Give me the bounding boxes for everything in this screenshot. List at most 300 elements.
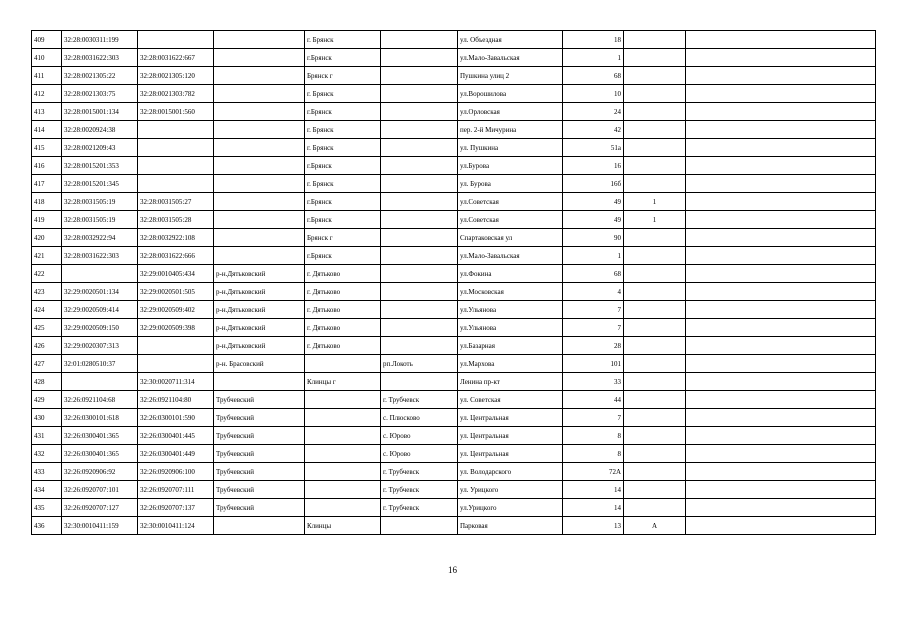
- locality-cell: [381, 139, 458, 157]
- apartment-cell: [686, 157, 876, 175]
- house-number-cell: 24: [563, 103, 624, 121]
- property-register-table: [31, 30, 876, 535]
- house-number-cell: 14: [563, 499, 624, 517]
- street-cell: пер. 2-й Мичурина: [458, 121, 563, 139]
- table-row: [32, 301, 876, 319]
- building-cell: [624, 103, 686, 121]
- table-body: [32, 31, 876, 535]
- cadastral-number-cell: 32:28:0015201:345: [62, 175, 138, 193]
- house-number-cell: 1: [563, 49, 624, 67]
- row-number-cell: 434: [32, 481, 62, 499]
- object-cadastral-number-cell: [138, 175, 214, 193]
- district-cell: [214, 517, 305, 535]
- house-number-cell: 33: [563, 373, 624, 391]
- street-cell: ул.Мало-Завальская: [458, 247, 563, 265]
- building-cell: [624, 31, 686, 49]
- building-cell: [624, 427, 686, 445]
- table-row: [32, 139, 876, 157]
- apartment-cell: [686, 301, 876, 319]
- street-cell: ул.Советская: [458, 211, 563, 229]
- cadastral-number-cell: 32:29:0020501:134: [62, 283, 138, 301]
- object-cadastral-number-cell: [138, 355, 214, 373]
- table-row: [32, 229, 876, 247]
- district-cell: р-н. Брасовский: [214, 355, 305, 373]
- district-cell: Трубчевский: [214, 445, 305, 463]
- street-cell: ул. Володарского: [458, 463, 563, 481]
- locality-cell: г. Трубчевск: [381, 481, 458, 499]
- district-cell: [214, 373, 305, 391]
- city-cell: Брянск г: [305, 229, 381, 247]
- apartment-cell: [686, 409, 876, 427]
- house-number-cell: 7: [563, 319, 624, 337]
- district-cell: [214, 175, 305, 193]
- apartment-cell: [686, 391, 876, 409]
- street-cell: ул.Фокина: [458, 265, 563, 283]
- locality-cell: [381, 337, 458, 355]
- building-cell: [624, 373, 686, 391]
- table-row: [32, 355, 876, 373]
- apartment-cell: [686, 463, 876, 481]
- row-number-cell: 421: [32, 247, 62, 265]
- apartment-cell: [686, 445, 876, 463]
- locality-cell: [381, 211, 458, 229]
- street-cell: ул.Ворошилова: [458, 85, 563, 103]
- apartment-cell: [686, 49, 876, 67]
- apartment-cell: [686, 121, 876, 139]
- building-cell: [624, 337, 686, 355]
- cadastral-number-cell: 32:28:0015201:353: [62, 157, 138, 175]
- house-number-cell: 8: [563, 427, 624, 445]
- apartment-cell: [686, 211, 876, 229]
- table-row: [32, 517, 876, 535]
- city-cell: г. Дятьково: [305, 337, 381, 355]
- building-cell: [624, 301, 686, 319]
- object-cadastral-number-cell: 32:30:0020711:314: [138, 373, 214, 391]
- object-cadastral-number-cell: [138, 157, 214, 175]
- street-cell: Парковая: [458, 517, 563, 535]
- apartment-cell: [686, 481, 876, 499]
- row-number-cell: 430: [32, 409, 62, 427]
- cadastral-number-cell: 32:26:0300401:365: [62, 445, 138, 463]
- street-cell: ул.Бурова: [458, 157, 563, 175]
- street-cell: ул.Советская: [458, 193, 563, 211]
- district-cell: р-н.Дятьковский: [214, 283, 305, 301]
- house-number-cell: 13: [563, 517, 624, 535]
- cadastral-number-cell: 32:28:0031505:19: [62, 211, 138, 229]
- district-cell: [214, 139, 305, 157]
- district-cell: р-н.Дятьковский: [214, 337, 305, 355]
- row-number-cell: 420: [32, 229, 62, 247]
- building-cell: [624, 67, 686, 85]
- street-cell: ул. Объездная: [458, 31, 563, 49]
- city-cell: г.Брянск: [305, 247, 381, 265]
- row-number-cell: 426: [32, 337, 62, 355]
- street-cell: Пушкина улиц 2: [458, 67, 563, 85]
- row-number-cell: 427: [32, 355, 62, 373]
- locality-cell: с. Юрово: [381, 427, 458, 445]
- apartment-cell: [686, 139, 876, 157]
- row-number-cell: 415: [32, 139, 62, 157]
- apartment-cell: [686, 265, 876, 283]
- table-row: [32, 103, 876, 121]
- row-number-cell: 410: [32, 49, 62, 67]
- object-cadastral-number-cell: 32:26:0300401:449: [138, 445, 214, 463]
- street-cell: ул. Урицкого: [458, 481, 563, 499]
- city-cell: г.Брянск: [305, 157, 381, 175]
- locality-cell: [381, 85, 458, 103]
- table-row: [32, 121, 876, 139]
- table-row: [32, 445, 876, 463]
- city-cell: г.Брянск: [305, 193, 381, 211]
- object-cadastral-number-cell: 32:28:0031505:27: [138, 193, 214, 211]
- district-cell: Трубчевский: [214, 481, 305, 499]
- row-number-cell: 429: [32, 391, 62, 409]
- city-cell: Брянск г: [305, 67, 381, 85]
- district-cell: [214, 121, 305, 139]
- house-number-cell: 16: [563, 157, 624, 175]
- district-cell: [214, 157, 305, 175]
- object-cadastral-number-cell: [138, 337, 214, 355]
- apartment-cell: [686, 499, 876, 517]
- city-cell: г. Брянск: [305, 175, 381, 193]
- object-cadastral-number-cell: 32:26:0920707:137: [138, 499, 214, 517]
- building-cell: [624, 265, 686, 283]
- cadastral-number-cell: 32:30:0010411:159: [62, 517, 138, 535]
- city-cell: г. Дятьково: [305, 283, 381, 301]
- house-number-cell: 8: [563, 445, 624, 463]
- house-number-cell: 51а: [563, 139, 624, 157]
- city-cell: [305, 445, 381, 463]
- city-cell: [305, 427, 381, 445]
- object-cadastral-number-cell: 32:28:0031622:667: [138, 49, 214, 67]
- building-cell: 1: [624, 193, 686, 211]
- district-cell: [214, 247, 305, 265]
- object-cadastral-number-cell: 32:26:0300101:590: [138, 409, 214, 427]
- street-cell: Ленина пр-кт: [458, 373, 563, 391]
- apartment-cell: [686, 373, 876, 391]
- cadastral-number-cell: 32:26:0300101:618: [62, 409, 138, 427]
- row-number-cell: 432: [32, 445, 62, 463]
- house-number-cell: 7: [563, 301, 624, 319]
- building-cell: [624, 499, 686, 517]
- city-cell: г. Брянск: [305, 121, 381, 139]
- street-cell: ул. Советская: [458, 391, 563, 409]
- locality-cell: г. Трубчевск: [381, 463, 458, 481]
- building-cell: 1: [624, 211, 686, 229]
- apartment-cell: [686, 193, 876, 211]
- building-cell: А: [624, 517, 686, 535]
- cadastral-number-cell: 32:26:0920906:92: [62, 463, 138, 481]
- city-cell: [305, 499, 381, 517]
- city-cell: [305, 481, 381, 499]
- table-row: [32, 499, 876, 517]
- building-cell: [624, 49, 686, 67]
- locality-cell: [381, 31, 458, 49]
- street-cell: Спартаковская ул: [458, 229, 563, 247]
- table-row: [32, 373, 876, 391]
- locality-cell: [381, 49, 458, 67]
- apartment-cell: [686, 175, 876, 193]
- table-row: [32, 319, 876, 337]
- district-cell: [214, 229, 305, 247]
- row-number-cell: 424: [32, 301, 62, 319]
- cadastral-number-cell: 32:28:0021303:75: [62, 85, 138, 103]
- house-number-cell: 1: [563, 247, 624, 265]
- cadastral-number-cell: 32:01:0280510:37: [62, 355, 138, 373]
- table-row: [32, 211, 876, 229]
- house-number-cell: 49: [563, 211, 624, 229]
- cadastral-number-cell: 32:29:0020509:414: [62, 301, 138, 319]
- street-cell: ул.Орловская: [458, 103, 563, 121]
- table-row: [32, 265, 876, 283]
- city-cell: г. Дятьково: [305, 301, 381, 319]
- street-cell: ул. Центральная: [458, 427, 563, 445]
- district-cell: р-н.Дятьковский: [214, 319, 305, 337]
- locality-cell: [381, 373, 458, 391]
- object-cadastral-number-cell: 32:29:0020501:505: [138, 283, 214, 301]
- building-cell: [624, 229, 686, 247]
- house-number-cell: 10: [563, 85, 624, 103]
- table-row: [32, 85, 876, 103]
- object-cadastral-number-cell: 32:28:0031622:666: [138, 247, 214, 265]
- object-cadastral-number-cell: 32:29:0010405:434: [138, 265, 214, 283]
- street-cell: ул.Мархова: [458, 355, 563, 373]
- table-row: [32, 175, 876, 193]
- city-cell: [305, 355, 381, 373]
- object-cadastral-number-cell: 32:28:0015001:560: [138, 103, 214, 121]
- district-cell: [214, 49, 305, 67]
- table-row: [32, 49, 876, 67]
- row-number-cell: 425: [32, 319, 62, 337]
- row-number-cell: 431: [32, 427, 62, 445]
- apartment-cell: [686, 31, 876, 49]
- table-row: [32, 409, 876, 427]
- locality-cell: [381, 229, 458, 247]
- table-row: [32, 337, 876, 355]
- object-cadastral-number-cell: 32:26:0920707:111: [138, 481, 214, 499]
- apartment-cell: [686, 427, 876, 445]
- house-number-cell: 68: [563, 67, 624, 85]
- locality-cell: [381, 247, 458, 265]
- street-cell: ул. Центральная: [458, 409, 563, 427]
- row-number-cell: 419: [32, 211, 62, 229]
- cadastral-number-cell: 32:28:0031622:303: [62, 247, 138, 265]
- building-cell: [624, 409, 686, 427]
- table-row: [32, 31, 876, 49]
- house-number-cell: 18: [563, 31, 624, 49]
- locality-cell: с. Юрово: [381, 445, 458, 463]
- locality-cell: [381, 193, 458, 211]
- house-number-cell: 28: [563, 337, 624, 355]
- object-cadastral-number-cell: [138, 121, 214, 139]
- locality-cell: [381, 301, 458, 319]
- row-number-cell: 433: [32, 463, 62, 481]
- building-cell: [624, 319, 686, 337]
- cadastral-number-cell: 32:29:0020307:313: [62, 337, 138, 355]
- house-number-cell: 14: [563, 481, 624, 499]
- table-row: [32, 157, 876, 175]
- cadastral-number-cell: 32:28:0021305:22: [62, 67, 138, 85]
- city-cell: г. Брянск: [305, 139, 381, 157]
- cadastral-number-cell: 32:28:0030311:199: [62, 31, 138, 49]
- object-cadastral-number-cell: 32:26:0300401:445: [138, 427, 214, 445]
- row-number-cell: 418: [32, 193, 62, 211]
- locality-cell: [381, 283, 458, 301]
- house-number-cell: 16б: [563, 175, 624, 193]
- row-number-cell: 428: [32, 373, 62, 391]
- row-number-cell: 416: [32, 157, 62, 175]
- street-cell: ул.Урицкого: [458, 499, 563, 517]
- city-cell: г.Брянск: [305, 103, 381, 121]
- locality-cell: г. Трубчевск: [381, 391, 458, 409]
- apartment-cell: [686, 103, 876, 121]
- house-number-cell: 68: [563, 265, 624, 283]
- house-number-cell: 90: [563, 229, 624, 247]
- row-number-cell: 423: [32, 283, 62, 301]
- object-cadastral-number-cell: 32:26:0920906:100: [138, 463, 214, 481]
- street-cell: ул.Московская: [458, 283, 563, 301]
- district-cell: Трубчевский: [214, 391, 305, 409]
- cadastral-number-cell: [62, 265, 138, 283]
- locality-cell: [381, 265, 458, 283]
- city-cell: г.Брянск: [305, 49, 381, 67]
- locality-cell: [381, 67, 458, 85]
- apartment-cell: [686, 247, 876, 265]
- table-row: [32, 247, 876, 265]
- row-number-cell: 409: [32, 31, 62, 49]
- locality-cell: рп.Локоть: [381, 355, 458, 373]
- city-cell: г. Дятьково: [305, 319, 381, 337]
- building-cell: [624, 391, 686, 409]
- city-cell: Клинцы г: [305, 373, 381, 391]
- object-cadastral-number-cell: 32:26:0921104:80: [138, 391, 214, 409]
- district-cell: Трубчевский: [214, 409, 305, 427]
- street-cell: ул. Пушкина: [458, 139, 563, 157]
- district-cell: [214, 85, 305, 103]
- row-number-cell: 411: [32, 67, 62, 85]
- table-row: [32, 391, 876, 409]
- row-number-cell: 412: [32, 85, 62, 103]
- house-number-cell: 101: [563, 355, 624, 373]
- row-number-cell: 417: [32, 175, 62, 193]
- building-cell: [624, 445, 686, 463]
- city-cell: [305, 409, 381, 427]
- building-cell: [624, 85, 686, 103]
- object-cadastral-number-cell: 32:29:0020509:402: [138, 301, 214, 319]
- house-number-cell: 42: [563, 121, 624, 139]
- district-cell: [214, 211, 305, 229]
- street-cell: ул.Ульянова: [458, 319, 563, 337]
- locality-cell: [381, 175, 458, 193]
- cadastral-number-cell: 32:26:0921104:68: [62, 391, 138, 409]
- city-cell: г.Брянск: [305, 211, 381, 229]
- building-cell: [624, 481, 686, 499]
- page-number: 16: [448, 565, 457, 575]
- district-cell: Трубчевский: [214, 499, 305, 517]
- cadastral-number-cell: 32:28:0015001:134: [62, 103, 138, 121]
- locality-cell: [381, 319, 458, 337]
- apartment-cell: [686, 517, 876, 535]
- cadastral-number-cell: 32:28:0031505:19: [62, 193, 138, 211]
- row-number-cell: 414: [32, 121, 62, 139]
- table-row: [32, 427, 876, 445]
- district-cell: [214, 193, 305, 211]
- cadastral-number-cell: 32:26:0920707:127: [62, 499, 138, 517]
- street-cell: ул. Центральная: [458, 445, 563, 463]
- city-cell: г. Дятьково: [305, 265, 381, 283]
- object-cadastral-number-cell: 32:28:0021305:120: [138, 67, 214, 85]
- building-cell: [624, 157, 686, 175]
- district-cell: р-н.Дятьковский: [214, 301, 305, 319]
- building-cell: [624, 283, 686, 301]
- apartment-cell: [686, 283, 876, 301]
- city-cell: [305, 463, 381, 481]
- cadastral-number-cell: 32:26:0920707:101: [62, 481, 138, 499]
- building-cell: [624, 247, 686, 265]
- object-cadastral-number-cell: [138, 139, 214, 157]
- district-cell: [214, 67, 305, 85]
- city-cell: Клинцы: [305, 517, 381, 535]
- locality-cell: [381, 103, 458, 121]
- street-cell: ул. Бурова: [458, 175, 563, 193]
- object-cadastral-number-cell: 32:28:0021303:782: [138, 85, 214, 103]
- cadastral-number-cell: [62, 373, 138, 391]
- apartment-cell: [686, 337, 876, 355]
- house-number-cell: 49: [563, 193, 624, 211]
- locality-cell: [381, 157, 458, 175]
- district-cell: Трубчевский: [214, 427, 305, 445]
- object-cadastral-number-cell: 32:28:0031505:28: [138, 211, 214, 229]
- row-number-cell: 435: [32, 499, 62, 517]
- table-row: [32, 193, 876, 211]
- locality-cell: [381, 121, 458, 139]
- table-row: [32, 463, 876, 481]
- district-cell: [214, 31, 305, 49]
- city-cell: г. Брянск: [305, 85, 381, 103]
- apartment-cell: [686, 319, 876, 337]
- cadastral-number-cell: 32:28:0021209:43: [62, 139, 138, 157]
- row-number-cell: 422: [32, 265, 62, 283]
- street-cell: ул.Мало-Завальская: [458, 49, 563, 67]
- district-cell: [214, 103, 305, 121]
- house-number-cell: 7: [563, 409, 624, 427]
- cadastral-number-cell: 32:29:0020509:150: [62, 319, 138, 337]
- house-number-cell: 72А: [563, 463, 624, 481]
- city-cell: [305, 391, 381, 409]
- house-number-cell: 4: [563, 283, 624, 301]
- building-cell: [624, 355, 686, 373]
- district-cell: Трубчевский: [214, 463, 305, 481]
- building-cell: [624, 175, 686, 193]
- table-row: [32, 67, 876, 85]
- cadastral-number-cell: 32:28:0031622:303: [62, 49, 138, 67]
- apartment-cell: [686, 85, 876, 103]
- locality-cell: г. Трубчевск: [381, 499, 458, 517]
- apartment-cell: [686, 355, 876, 373]
- cadastral-number-cell: 32:26:0300401:365: [62, 427, 138, 445]
- apartment-cell: [686, 67, 876, 85]
- object-cadastral-number-cell: 32:28:0032922:108: [138, 229, 214, 247]
- building-cell: [624, 121, 686, 139]
- cadastral-number-cell: 32:28:0020924:38: [62, 121, 138, 139]
- locality-cell: [381, 517, 458, 535]
- street-cell: ул.Ульянова: [458, 301, 563, 319]
- table-row: [32, 283, 876, 301]
- object-cadastral-number-cell: 32:29:0020509:398: [138, 319, 214, 337]
- house-number-cell: 44: [563, 391, 624, 409]
- district-cell: р-н.Дятьковский: [214, 265, 305, 283]
- apartment-cell: [686, 229, 876, 247]
